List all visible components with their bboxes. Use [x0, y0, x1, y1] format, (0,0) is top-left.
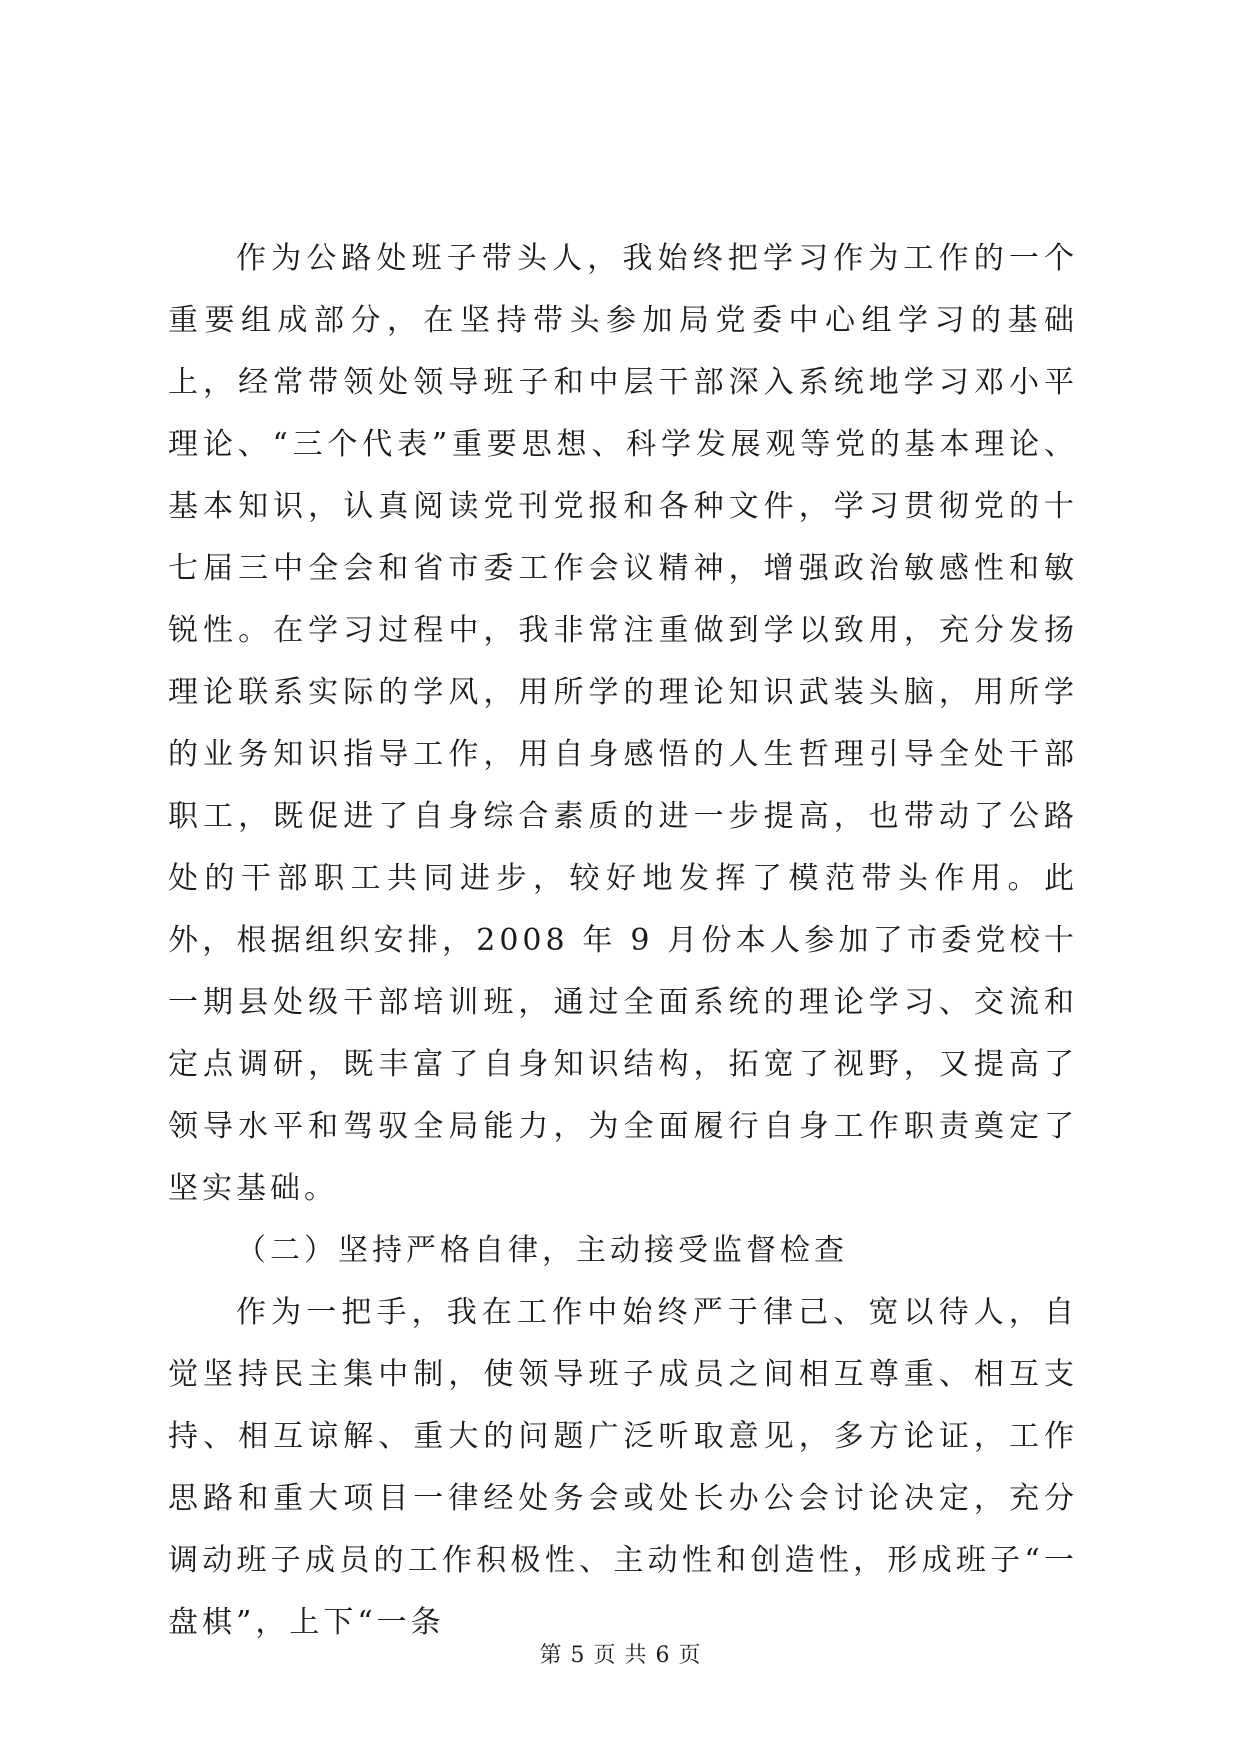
body-paragraph: 作为一把手，我在工作中始终严于律己、宽以待人，自觉坚持民主集中制，使领导班子成员之间相互尊重、相互支持、相互谅解、重大的问题广泛听取意见，多方论证，工作思路和重大项目一律经处务会或处长办公会讨论决定，充分调动班子成员的工作积极性、主动性和创造性，形成班子“一盘棋”，上下“一条: [168, 1295, 1078, 1640]
page-number-footer: 第 5 页 共 6 页: [539, 1643, 702, 1668]
section-heading: （二）坚持严格自律，主动接受监督检查: [236, 1233, 848, 1268]
body-paragraph: 作为公路处班子带头人，我始终把学习作为工作的一个重要组成部分，在坚持带头参加局党委中心组学习的基础上，经常带领处领导班子和中层干部深入系统地学习邓小平理论、“三个代表”重要思想、科学发展观等党的基本理论、基本知识，认真阅读党刊党报和各种文件，学习贯彻党的十七届三中全会和省市委工作会议精神，增强政治敏感性和敏锐性。在学习过程中，我非常注重做到学以致用，充分发扬理论联系实际的学风，用所学的理论知识武装头脑，用所学的业务知识指导工作，用自身感悟的人生哲理引导全处干部职工，既促进了自身综合素质的进一步提高，也带动了公路处的干部职工共同进步，较好地发挥了模范带头作用。此外，根据组织安排，2008 年 9 月份本人参加了市委党校十一期县处级干部培训班，通过全面系统的理论学习、交流和定点调研，既丰富了自身知识结构，拓宽了视野，又提高了领导水平和驾驭全局能力，为全面履行自身工作职责奠定了坚实基础。: [168, 241, 1078, 1206]
document-body: [168, 228, 1078, 1654]
